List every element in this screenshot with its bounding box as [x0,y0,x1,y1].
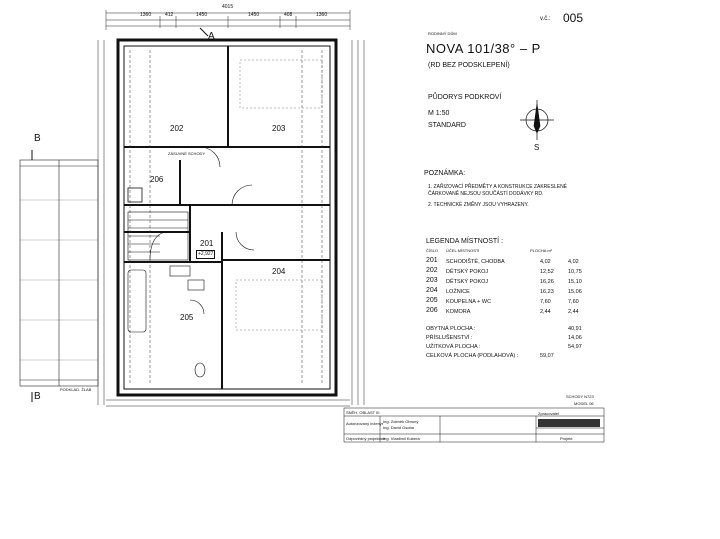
processor-logo [538,419,600,427]
legend-row-area2: 2,44 [568,309,579,315]
furniture-hints [236,60,322,330]
legend-row-area2: 7,60 [568,299,579,305]
legend-row-name: DĚTSKÝ POKOJ [446,269,489,275]
standard: STANDARD [428,122,466,129]
legend-row-name: KOUPELNA + WC [446,299,492,305]
legend-row-area1: 7,60 [540,299,551,305]
house-type: RODINNÝ DŮM [428,31,457,36]
legend-row-name: KOMORA [446,309,471,315]
legend-row-area2: 15,10 [568,279,582,285]
model-label: MODEL 06 [574,401,594,406]
legend-row-area1: 2,44 [540,309,551,315]
legend-row-area2: 4,02 [568,259,579,265]
room-201-level: +2,927 [198,251,214,257]
legend-row-num: 205 [426,297,438,304]
section-label-a: A [208,31,215,42]
project-name: NOVA 101/38° – P [426,41,541,56]
staircase [128,212,188,260]
dim-top-4: 1450 [248,12,260,18]
notes-title: POZNÁMKA: [424,170,466,177]
legend-row [426,267,438,274]
total-label-living: OBYTNÁ PLOCHA : [426,326,476,332]
legend-row [426,257,438,264]
dim-top-2: 412 [165,12,174,18]
scale: M 1:50 [428,110,450,117]
legend-col-purpose: ÚČEL MÍSTNOSTI [446,248,480,253]
stairs-type: SCHODY N723 [566,394,594,399]
total-value-accessories: 14,06 [568,335,582,341]
legend-row-area1: 16,23 [540,289,554,295]
legend-row-area2: 15,06 [568,289,582,295]
room-203-label: 203 [272,124,286,133]
interior-walls [124,46,330,389]
bathroom-fixtures [128,266,205,377]
author-name-1: Ing. Zdeněk Obruný [383,419,419,424]
drawing-title: PŮDORYS PODKROVÍ [428,94,502,101]
attic-stairs-label: ZÁSUVNÉ SCHODY [168,151,206,156]
total-value-living: 40,91 [568,326,582,332]
snow-zone: SNĚH. OBLAST III. [346,410,381,415]
north-label: S [534,143,540,152]
legend-row-num: 201 [426,257,438,264]
bottom-dimensions [106,400,350,406]
sheet-number-label: v.č.: [540,16,551,22]
dim-top-1: 1360 [140,12,152,18]
room-206-label: 206 [150,175,164,184]
legend-row-name: LOŽNICE [446,289,470,295]
legend-row-area1: 4,02 [540,259,551,265]
left-pergola [20,160,98,386]
legend-row-num: 206 [426,307,438,314]
note-1: 1. ZAŘIZOVACÍ PŘEDMĚTY A KONSTRUKCE ZAKRESLENÉ ČÁRKOVANĚ NEJSOU SOUČÁSTÍ DODÁVKY RD. [428,184,568,197]
legend-col-num: ČÍSLO [426,248,439,253]
legend-row [426,307,438,314]
legend-row [426,297,438,304]
section-marks [32,28,208,402]
roof-lines [130,50,322,385]
room-201-label: 201 [200,239,214,248]
legend-row [426,277,438,284]
section-label-b-bottom: B [34,391,41,402]
legend-row-area1: 16,26 [540,279,554,285]
total-value-floor: 59,07 [540,353,554,359]
designer-name: Ing. Vlastimil Kubera [383,436,420,441]
legend-row-name: DĚTSKÝ POKOJ [446,279,489,285]
legend-row [426,287,438,294]
note-2: 2. TECHNICKÉ ZMĚNY JSOU VYHRAZENY. [428,202,529,208]
legend-row-num: 203 [426,277,438,284]
legend-col-area: PLOCHA m² [530,248,553,253]
section-label-b-top: B [34,133,41,144]
dim-top-6: 1360 [316,12,328,18]
project-label: Projekt [560,436,573,441]
total-label-usable: UŽITKOVÁ PLOCHA : [426,344,481,350]
legend-row-name: SCHODIŠTĚ, CHODBA [446,259,505,265]
legend-row-area2: 10,75 [568,269,582,275]
legend-row-area1: 12,52 [540,269,554,275]
variant: (RD BEZ PODSKLEPENÍ) [428,62,510,69]
processor-label: Zpracovatel [538,411,559,416]
dim-top-total: 4015 [222,4,234,10]
side-dimensions [98,40,364,405]
author-label: Autorizovaný inženýr [346,421,384,426]
dim-top-5: 408 [284,12,293,18]
designer-label: Odpovědný projektant [346,436,386,441]
legend-title: LEGENDA MÍSTNOSTÍ : [426,238,504,245]
gutter-label: PODKLAD. ŽLAB [60,387,92,392]
total-label-floor: CELKOVÁ PLOCHA (PODLAHOVÁ) : [426,353,519,359]
dim-top-3: 1450 [196,12,208,18]
sheet-number: 005 [563,11,584,25]
author-name-2: Ing. David Osoba [383,425,414,430]
legend-row-num: 204 [426,287,438,294]
room-205-label: 205 [180,313,194,322]
room-204-label: 204 [272,267,286,276]
total-label-accessories: PŘÍSLUŠENSTVÍ : [426,335,473,341]
total-value-usable: 54,97 [568,344,582,350]
legend-row-num: 202 [426,267,438,274]
room-202-label: 202 [170,124,184,133]
north-arrow [520,100,554,140]
